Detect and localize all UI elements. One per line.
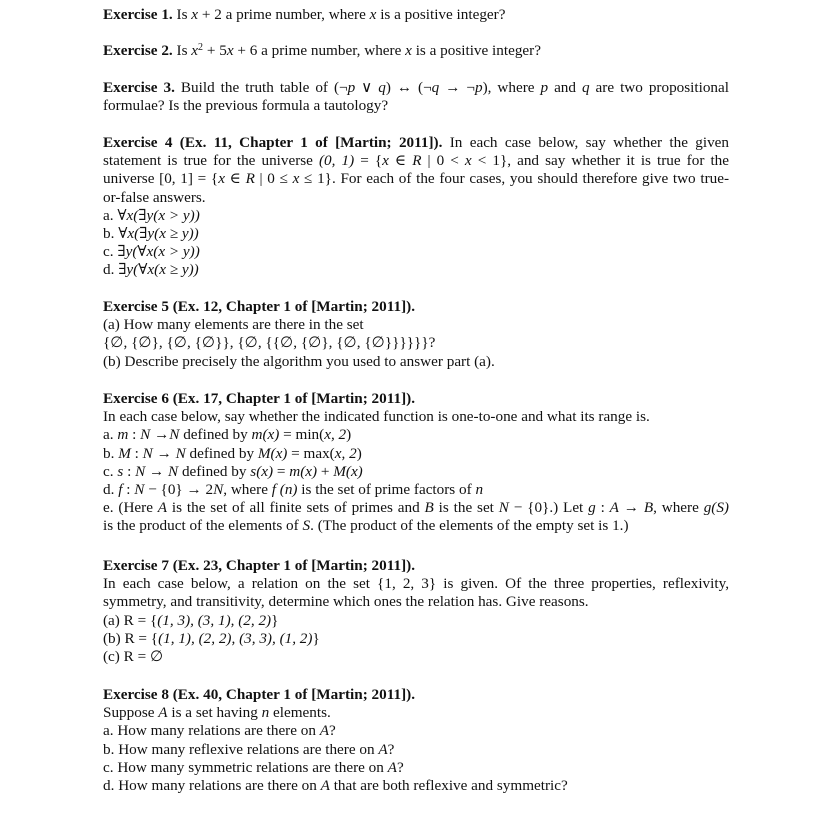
exercise-2-title: Exercise 2. xyxy=(103,42,173,59)
item-label: a. xyxy=(103,426,118,444)
var: x xyxy=(405,42,412,59)
exercise-1-title: Exercise 1. xyxy=(103,6,173,23)
exercise-4-item-d xyxy=(103,261,729,279)
text: ? xyxy=(387,740,395,758)
formula: ∃y(∀x(x ≥ y)) xyxy=(118,261,199,279)
text: d. How many relations are there on xyxy=(103,777,321,795)
exercise-2 xyxy=(103,42,729,60)
formula: ∃y(∀x(x > y)) xyxy=(117,243,200,261)
exercise-5-part-a: (a) How many elements are there in the set xyxy=(103,316,364,334)
var: x xyxy=(464,152,472,170)
var: N xyxy=(142,444,153,462)
text: = xyxy=(273,462,290,480)
var: R xyxy=(245,170,255,188)
text: → xyxy=(145,462,169,480)
text: ? xyxy=(329,722,336,740)
text: → xyxy=(618,499,644,517)
exercise-4-line-3 xyxy=(103,170,729,188)
var: N xyxy=(175,444,186,462)
text: e. (Here xyxy=(103,499,158,517)
text: | 0 < xyxy=(421,152,465,170)
exercise-7-line-1: In each case below, a relation on the set {1, 2, 3} is given. Of the three properties, reflexivity, xyxy=(103,575,729,593)
text: < 1}, and say whether it is true for the xyxy=(471,152,729,170)
var: N xyxy=(140,426,151,444)
exercise-6-title: Exercise 6 (Ex. 17, Chapter 1 of [Martin; 2011]). xyxy=(103,390,415,407)
exercise-4-item-a xyxy=(103,207,729,225)
formula: ∀x(∃y(x > y)) xyxy=(117,206,200,224)
text: : xyxy=(595,499,610,517)
text: ) xyxy=(346,426,352,444)
text: ), where xyxy=(482,79,541,96)
text: is a set having xyxy=(167,704,262,722)
var: M xyxy=(118,444,131,462)
exercise-8-intro xyxy=(103,704,729,722)
var: A xyxy=(387,758,397,776)
item-label: (b) R = { xyxy=(103,629,159,647)
text: In each case below, say whether the given xyxy=(449,134,729,151)
exercise-3-title: Exercise 3. xyxy=(103,79,175,96)
exercise-6-item-e-line-1 xyxy=(103,499,729,517)
text: + xyxy=(317,462,334,480)
exercise-6-intro: In each case below, say whether the indicated function is one-to-one and what its range is. xyxy=(103,408,650,426)
text: defined by xyxy=(178,462,251,480)
item-label: d. xyxy=(103,481,119,499)
text: + 2 a prime number, where xyxy=(198,6,370,23)
var: N xyxy=(168,462,179,480)
var: q xyxy=(581,79,590,96)
math: (0, 1) xyxy=(318,152,355,170)
var: q xyxy=(378,79,386,96)
exercise-6-item-c xyxy=(103,463,729,481)
exercise-5 xyxy=(103,298,729,371)
text: + 6 a prime number, where xyxy=(233,42,406,59)
var: N xyxy=(213,481,224,499)
text: ≤ 1}. For each of the four cases, you should therefore give two true- xyxy=(299,170,730,188)
text: elements. xyxy=(269,704,331,722)
exercise-4-item-c xyxy=(103,243,729,261)
text: Suppose xyxy=(103,704,159,722)
text: statement is true for the universe xyxy=(103,152,319,170)
text: , where xyxy=(223,481,272,499)
var: A xyxy=(378,740,388,758)
text: , where xyxy=(653,499,704,517)
var: q xyxy=(431,79,440,96)
text: : xyxy=(123,462,136,480)
math: m(x) xyxy=(289,462,318,480)
var: m xyxy=(117,426,129,444)
exercise-5-part-b: (b) Describe precisely the algorithm you used to answer part (a). xyxy=(103,352,495,370)
item-label: c. xyxy=(103,243,118,261)
text: and xyxy=(548,79,582,96)
text: is the product of the elements of xyxy=(103,517,303,535)
exercise-5-set: {∅, {∅}, {∅, {∅}}, {∅, {{∅, {∅}, {∅, {∅}}}}}}? xyxy=(103,334,436,352)
text: that are both reflexive and symmetric? xyxy=(329,777,568,795)
text: } xyxy=(312,629,320,647)
text: } xyxy=(271,611,279,629)
exercise-1 xyxy=(103,6,729,24)
text: are two propositional xyxy=(589,79,729,96)
var: n xyxy=(261,704,270,722)
exercise-6-item-a xyxy=(103,426,729,444)
text: is a positive integer? xyxy=(411,42,541,59)
var: R xyxy=(412,152,422,170)
exercise-3-line-1 xyxy=(103,79,729,97)
text: − {0} → 2 xyxy=(144,481,214,499)
math: M(x) xyxy=(257,444,288,462)
math: x, 2 xyxy=(334,444,357,462)
item-label: c. xyxy=(103,462,118,480)
exercise-4 xyxy=(103,134,729,280)
exercise-6-item-e-line-2 xyxy=(103,517,729,535)
text: | 0 ≤ xyxy=(254,170,293,188)
var: x xyxy=(218,170,225,188)
math: f (n) xyxy=(271,481,298,499)
relation-pairs: (1, 1), (2, 2), (3, 3), (1, 2) xyxy=(158,629,313,647)
text: → xyxy=(150,426,170,444)
formula: ∀x(∃y(x ≥ y)) xyxy=(118,225,199,243)
math: m(x) xyxy=(251,426,280,444)
text: Build the truth table of (¬ xyxy=(180,79,348,96)
var: x xyxy=(292,170,300,188)
exercise-2-text xyxy=(103,42,729,60)
text: − {0}.) Let xyxy=(508,499,589,517)
text: ∈ xyxy=(388,152,413,170)
text: ) xyxy=(356,444,362,462)
var: S xyxy=(302,517,311,535)
var: A xyxy=(158,704,168,722)
text: is a positive integer? xyxy=(376,6,506,23)
text: is the set of all finite sets of primes and xyxy=(167,499,425,517)
exercise-8-item-b xyxy=(103,741,729,759)
text: universe [0, 1] = { xyxy=(103,170,219,188)
text: = { xyxy=(354,152,383,170)
exercise-3 xyxy=(103,79,729,115)
var: B xyxy=(643,499,654,517)
item-label: a. xyxy=(103,206,118,224)
text: → xyxy=(152,444,176,462)
exercise-5-title: Exercise 5 (Ex. 12, Chapter 1 of [Martin; 2011]). xyxy=(103,298,415,315)
var: x xyxy=(191,6,199,23)
exponent: 2 xyxy=(198,42,204,53)
text: = min( xyxy=(279,426,325,444)
text: defined by xyxy=(185,444,258,462)
exercise-8-item-d xyxy=(103,777,729,795)
math: s(x) xyxy=(250,462,274,480)
math: M(x) xyxy=(333,462,363,480)
var: p xyxy=(474,79,483,96)
var: x xyxy=(226,42,234,59)
text: : xyxy=(122,481,135,499)
var: N xyxy=(135,462,146,480)
exercise-4-item-b xyxy=(103,225,729,243)
exercise-4-title: Exercise 4 (Ex. 11, Chapter 1 of [Martin; 2011]). xyxy=(103,134,443,151)
exercise-4-line-2 xyxy=(103,152,729,170)
var: x xyxy=(382,152,389,170)
exercise-6-item-b xyxy=(103,445,729,463)
text: ) ↔ (¬ xyxy=(385,79,432,96)
text: = max( xyxy=(287,444,335,462)
exercise-6-item-d xyxy=(103,481,729,499)
text: + 5 xyxy=(203,42,227,59)
exercise-1-text xyxy=(103,6,729,24)
var: s xyxy=(117,462,124,480)
text: : xyxy=(128,426,141,444)
text: c. How many symmetric relations are there on xyxy=(103,758,388,776)
text: defined by xyxy=(179,426,252,444)
var: N xyxy=(169,426,180,444)
exercise-7-item-c: (c) R = ∅ xyxy=(103,648,164,666)
text: : xyxy=(130,444,143,462)
item-label: b. xyxy=(103,225,119,243)
var: p xyxy=(540,79,549,96)
exercise-6 xyxy=(103,390,729,536)
exercise-7-item-b xyxy=(103,630,729,648)
text: → ¬ xyxy=(439,79,475,96)
exercise-7-title: Exercise 7 (Ex. 23, Chapter 1 of [Martin; 2011]). xyxy=(103,557,415,574)
text: is the set of prime factors of xyxy=(297,481,476,499)
text: b. How many reflexive relations are there on xyxy=(103,740,379,758)
math: g(S) xyxy=(703,499,729,517)
text: ? xyxy=(396,758,404,776)
item-label: (a) R = { xyxy=(103,611,158,629)
exercise-7-line-2: symmetry, and transitivity, determine which ones the relation has. Give reasons. xyxy=(103,593,589,611)
math: x, 2 xyxy=(324,426,347,444)
var: x xyxy=(369,6,377,23)
exercise-8-item-c xyxy=(103,759,729,777)
exercise-8 xyxy=(103,686,729,795)
exercise-4-line-4: or-false answers. xyxy=(103,188,206,206)
var: A xyxy=(609,499,619,517)
var: x xyxy=(191,42,199,59)
var: N xyxy=(498,499,509,517)
exercise-3-line-2: formulae? Is the previous formula a tautology? xyxy=(103,97,389,115)
text: a. How many relations are there on xyxy=(103,722,320,740)
var: B xyxy=(424,499,434,517)
item-label: d. xyxy=(103,261,119,279)
text: ∨ xyxy=(355,79,379,96)
text: ∈ xyxy=(224,170,246,188)
text: Is xyxy=(176,42,192,59)
exercise-8-title: Exercise 8 (Ex. 40, Chapter 1 of [Martin; 2011]). xyxy=(103,686,415,703)
var: p xyxy=(347,79,356,96)
var: A xyxy=(157,499,168,517)
exercise-7 xyxy=(103,557,729,666)
var: f xyxy=(118,481,123,499)
exercise-7-item-a xyxy=(103,612,729,630)
var: n xyxy=(475,481,484,499)
item-label: b. xyxy=(103,444,119,462)
exercise-4-line-1 xyxy=(103,134,729,152)
var: A xyxy=(319,722,330,740)
var: A xyxy=(320,777,330,795)
exercise-8-item-a xyxy=(103,722,729,740)
text: Is xyxy=(176,6,192,23)
var: g xyxy=(588,499,596,517)
relation-pairs: (1, 3), (3, 1), (2, 2) xyxy=(157,611,272,629)
text: is the set xyxy=(433,499,499,517)
var: N xyxy=(134,481,145,499)
text: . (The product of the elements of the empty set is 1.) xyxy=(310,517,629,535)
